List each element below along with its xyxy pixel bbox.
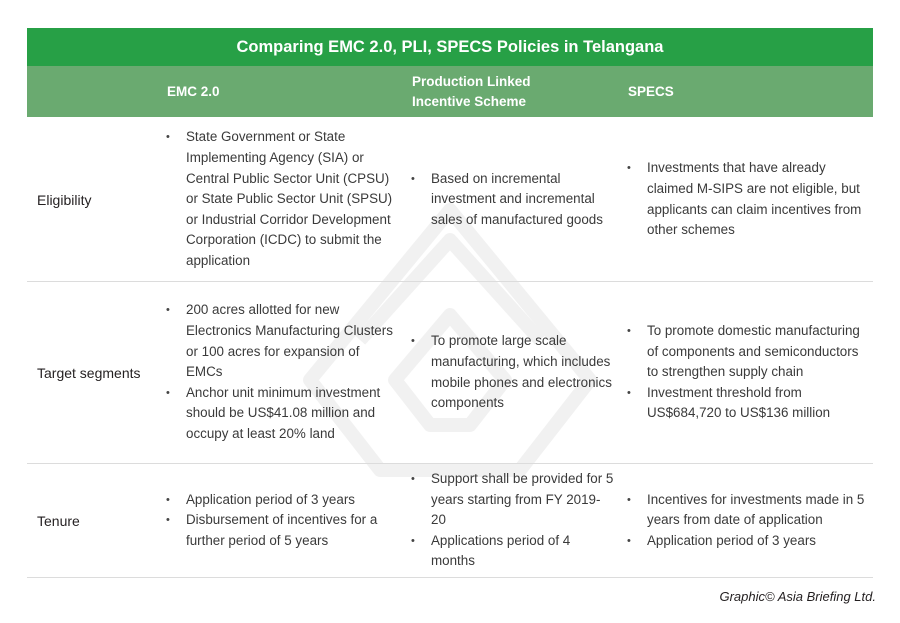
graphic-credit: Graphic© Asia Briefing Ltd. xyxy=(719,589,876,604)
list-item: • Incentives for investments made in 5 years from date of application xyxy=(625,490,865,531)
list-item: • Support shall be provided for 5 years starting from FY 2019-20 xyxy=(409,469,614,531)
table-row-tenure xyxy=(27,464,873,578)
column-header-row xyxy=(27,66,873,117)
emc-cell xyxy=(164,464,399,577)
list-item: • 200 acres allotted for new Electronics Manufacturing Clusters or 100 acres for expansion of EMCs xyxy=(164,300,399,382)
list-item: • State Government or State Implementing Agency (SIA) or Central Public Sector Unit (CPSU) or State Public Sector Unit (SPSU) or Industrial Corridor Development Corporation (ICDC) to submit the application xyxy=(164,127,399,271)
emc-cell xyxy=(164,118,399,281)
column-header-emc: EMC 2.0 xyxy=(167,83,220,99)
row-label: Eligibility xyxy=(37,191,92,208)
list-item: • Application period of 3 years xyxy=(164,490,399,511)
emc-cell xyxy=(164,282,399,463)
table-title: Comparing EMC 2.0, PLI, SPECS Policies in Telangana xyxy=(27,28,873,66)
list-item: • Based on incremental investment and incremental sales of manufactured goods xyxy=(409,169,614,231)
row-label: Target segments xyxy=(37,364,141,381)
list-item: • Application period of 3 years xyxy=(625,531,865,552)
pli-cell xyxy=(409,464,614,577)
table-row-target-segments xyxy=(27,282,873,464)
pli-cell xyxy=(409,282,614,463)
specs-cell xyxy=(625,464,865,577)
list-item: • Investment threshold from US$684,720 to US$136 million xyxy=(625,383,865,424)
list-item: • Anchor unit minimum investment should be US$41.08 million and occupy at least 20% land xyxy=(164,383,399,445)
list-item: • Applications period of 4 months xyxy=(409,531,614,572)
list-item: • To promote large scale manufacturing, which includes mobile phones and electronics components xyxy=(409,331,614,413)
column-header-specs: SPECS xyxy=(628,83,674,99)
specs-cell xyxy=(625,282,865,463)
row-label: Tenure xyxy=(37,512,80,529)
column-header-pli: Production Linked Incentive Scheme xyxy=(412,73,531,109)
pli-cell xyxy=(409,118,614,281)
list-item: • Investments that have already claimed M-SIPS are not eligible, but applicants can claim incentives from other schemes xyxy=(625,158,865,240)
list-item: • To promote domestic manufacturing of components and semiconductors to strengthen supply chain xyxy=(625,321,865,383)
table-row-eligibility xyxy=(27,118,873,282)
specs-cell xyxy=(625,118,865,281)
list-item: • Disbursement of incentives for a further period of 5 years xyxy=(164,510,399,551)
